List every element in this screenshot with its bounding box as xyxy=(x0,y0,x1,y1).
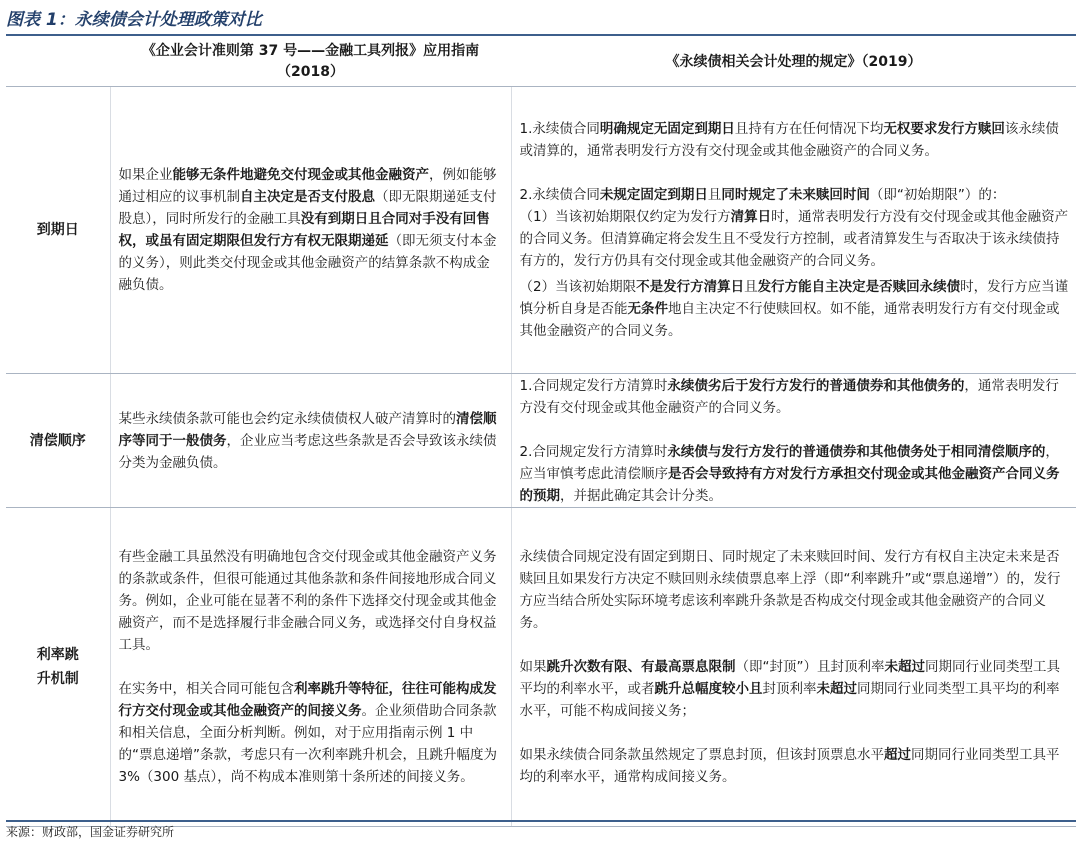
paragraph xyxy=(520,656,1071,722)
bold-text-run: 同时规定了未来赎回时间 xyxy=(721,187,870,203)
paragraph xyxy=(520,441,1071,507)
row-label xyxy=(6,508,110,827)
bold-text-run: 发行方能自主决定是否赎回永续债 xyxy=(757,279,961,295)
text-run: 如果企业 xyxy=(118,167,173,183)
text-run: 且 xyxy=(744,279,758,295)
text-run: 封顶利率 xyxy=(762,681,817,697)
paragraph xyxy=(119,678,503,788)
text-run: ，通常表明发行方没有交付现金或其他金融资产的合同义务。 xyxy=(519,377,1059,416)
bold-text-run: 自主决定是否支付股息 xyxy=(240,189,375,205)
row-2018-cell xyxy=(110,87,511,374)
row-label-text: 利率跳升机制 xyxy=(36,647,79,687)
bold-text-run: 永续债与发行方发行的普通债券和其他债务处于相同清偿顺序的 xyxy=(667,443,1046,460)
text-run: （即无须支付本金的义务），则此类交付现金或其他金融资产的结算条款不构成金融负债。 xyxy=(118,233,497,293)
header-col-2019-rules: 《永续债相关会计处理的规定》（2019） xyxy=(511,38,1076,87)
paragraph-gap xyxy=(520,634,1071,656)
bold-text-run: 跳升次数有限、有最高票息限制 xyxy=(546,659,736,675)
text-run: 永续债合同规定没有固定到期日、同时规定了未来赎回时间、发行方有权自主决定未来是否赎回且如果发行方决定不赎回则永续债票息率上浮（即“利率跳升”或“票息递增”）的，发行方应当结合所处实际环境考虑该利率跳升条款是否构成交付现金或其他金融资产的合同义务。 xyxy=(519,549,1061,631)
policy-comparison-table xyxy=(6,38,1076,827)
text-run: （即无限期递延支付股息），同时所发行的金融工具 xyxy=(118,189,497,227)
bold-text-run: 没有到期日且合同对手没有回售权，或虽有固定期限但发行方有权无限期递延 xyxy=(118,211,490,249)
paragraph xyxy=(119,408,503,474)
bold-text-run: 未规定固定到期日 xyxy=(599,187,708,203)
text-run: 。企业须借助合同条款和相关信息，全面分析判断。例如，对于应用指南示例 1 中的“票息递增”条款，考虑只有一次利率跳升机会，且跳升幅度为 3%（300 基点），尚不构成本准则第十条所述的间接义务。 xyxy=(118,703,497,785)
bold-text-run: 永续债劣后于发行方发行的普通债券和其他债务的 xyxy=(667,377,965,394)
figure-title: 图表 1：永续债会计处理政策对比 xyxy=(6,9,262,30)
bold-text-run: 是否会导致持有方对发行方承担交付现金或其他金融资产合同义务的预期 xyxy=(519,465,1060,504)
bold-text-run: 能够无条件地避免交付现金或其他金融资产 xyxy=(172,167,429,183)
text-run: 地自主决定不行使赎回权。如不能，通常表明发行方有交付现金或其他金融资产的合同义务。 xyxy=(519,301,1060,339)
bold-text-run: 未超过 xyxy=(884,659,925,675)
header-empty-cell xyxy=(6,38,110,87)
text-run: 时，发行方应当谨慎分析自身是否能 xyxy=(519,279,1069,317)
text-run: 时，通常表明发行方没有交付现金或其他金融资产的合同义务。但清算确定将会发生且不受发行方控制，或者清算发生与否取决于该永续债持有方的，发行方仍具有交付现金或其他金融资产的合同义务。 xyxy=(519,209,1069,269)
row-2018-cell xyxy=(110,374,511,508)
row-2019-cell xyxy=(511,374,1076,508)
bold-text-run: 无权要求发行方赎回 xyxy=(883,121,1005,137)
bold-text-run: 不是发行方清算日 xyxy=(636,279,745,295)
text-run: 某些永续债条款可能也会约定永续债债权人破产清算时的 xyxy=(118,410,456,427)
source-note: 来源：财政部，国金证券研究所 xyxy=(6,820,1076,842)
text-run: （2）当该初始期限 xyxy=(519,279,637,295)
text-run: 2.永续债合同 xyxy=(519,187,600,203)
text-run: （即“封顶”）且封顶利率 xyxy=(735,659,885,675)
text-run: 且持有方在任何情况下均 xyxy=(734,121,884,137)
row-label: 清偿顺序 xyxy=(6,374,110,508)
text-run: 在实务中，相关合同可能包含 xyxy=(118,681,294,697)
table-header-row xyxy=(6,38,1076,87)
text-run: 1.合同规定发行方清算时 xyxy=(519,377,668,394)
text-run: 如果永续债合同条款虽然规定了票息封顶，但该封顶票息水平 xyxy=(519,747,884,763)
paragraph xyxy=(520,744,1071,788)
text-run: 如果 xyxy=(519,659,547,675)
paragraph xyxy=(520,118,1071,162)
text-run: 且 xyxy=(707,187,722,203)
text-run: （1）当该初始期限仅约定为发行方 xyxy=(519,209,731,225)
bold-text-run: 未超过 xyxy=(816,681,857,697)
paragraph-gap xyxy=(520,419,1071,441)
row-2019-cell xyxy=(511,508,1076,827)
paragraph xyxy=(520,184,1071,206)
text-run: 2.合同规定发行方清算时 xyxy=(519,443,668,460)
text-run: 同期同行业同类型工具平均的利率水平，可能不构成间接义务； xyxy=(519,681,1060,719)
bold-text-run: 无条件 xyxy=(627,301,668,317)
paragraph xyxy=(119,164,503,296)
bold-text-run: 清算日 xyxy=(730,209,772,225)
text-run: 该永续债或清算的，通常表明发行方没有交付现金或其他金融资产的合同义务。 xyxy=(519,121,1059,159)
table-row-maturity xyxy=(6,87,1076,374)
text-run: ，并据此确定其会计分类。 xyxy=(560,487,722,504)
row-2018-cell xyxy=(110,508,511,827)
paragraph xyxy=(520,276,1071,342)
text-run: ，应当审慎考虑此清偿顺序 xyxy=(519,443,1059,482)
text-run: 同期同行业同类型工具平均的利率水平，通常构成间接义务。 xyxy=(519,747,1060,785)
text-run: ，例如能够通过相应的议事机制 xyxy=(118,167,497,205)
paragraph-gap xyxy=(520,722,1071,744)
bold-text-run: 清偿顺序等同于一般债务 xyxy=(118,410,497,449)
row-2019-cell xyxy=(511,87,1076,374)
paragraph xyxy=(520,546,1071,634)
bold-text-run: 明确规定无固定到期日 xyxy=(599,121,735,137)
text-run: 1.永续债合同 xyxy=(519,121,600,137)
bold-text-run: 跳升总幅度较小且 xyxy=(654,681,763,697)
text-run: 同期同行业同类型工具平均的利率水平，或者 xyxy=(519,659,1060,697)
header-col-2018-guide: 《企业会计准则第 37 号——金融工具列报》应用指南（2018） xyxy=(110,38,511,87)
text-run: （即“初始期限”）的： xyxy=(869,187,1006,203)
paragraph-gap xyxy=(119,656,503,678)
figure-title-bar xyxy=(6,0,1076,36)
bold-text-run: 利率跳升等特征，往往可能构成发行方交付现金或其他金融资产的间接义务 xyxy=(118,681,497,719)
paragraph-gap xyxy=(520,162,1071,184)
text-run: ，企业应当考虑这些条款是否会导致该永续债分类为金融负债。 xyxy=(118,432,497,471)
text-run: 有些金融工具虽然没有明确地包含交付现金或其他金融资产义务的条款或条件，但很可能通过其他条款和条件间接地形成合同义务。例如，企业可能在显著不利的条件下选择交付现金或其他金融资产，而不是选择履行非金融合同义务，或选择交付自身权益工具。 xyxy=(118,549,497,653)
row-label: 到期日 xyxy=(6,87,110,374)
paragraph xyxy=(119,546,503,656)
paragraph xyxy=(520,206,1071,272)
table-row-repayment-order xyxy=(6,374,1076,508)
bold-text-run: 超过 xyxy=(884,747,911,763)
paragraph xyxy=(520,375,1071,419)
table-row-rate-step-up xyxy=(6,508,1076,827)
